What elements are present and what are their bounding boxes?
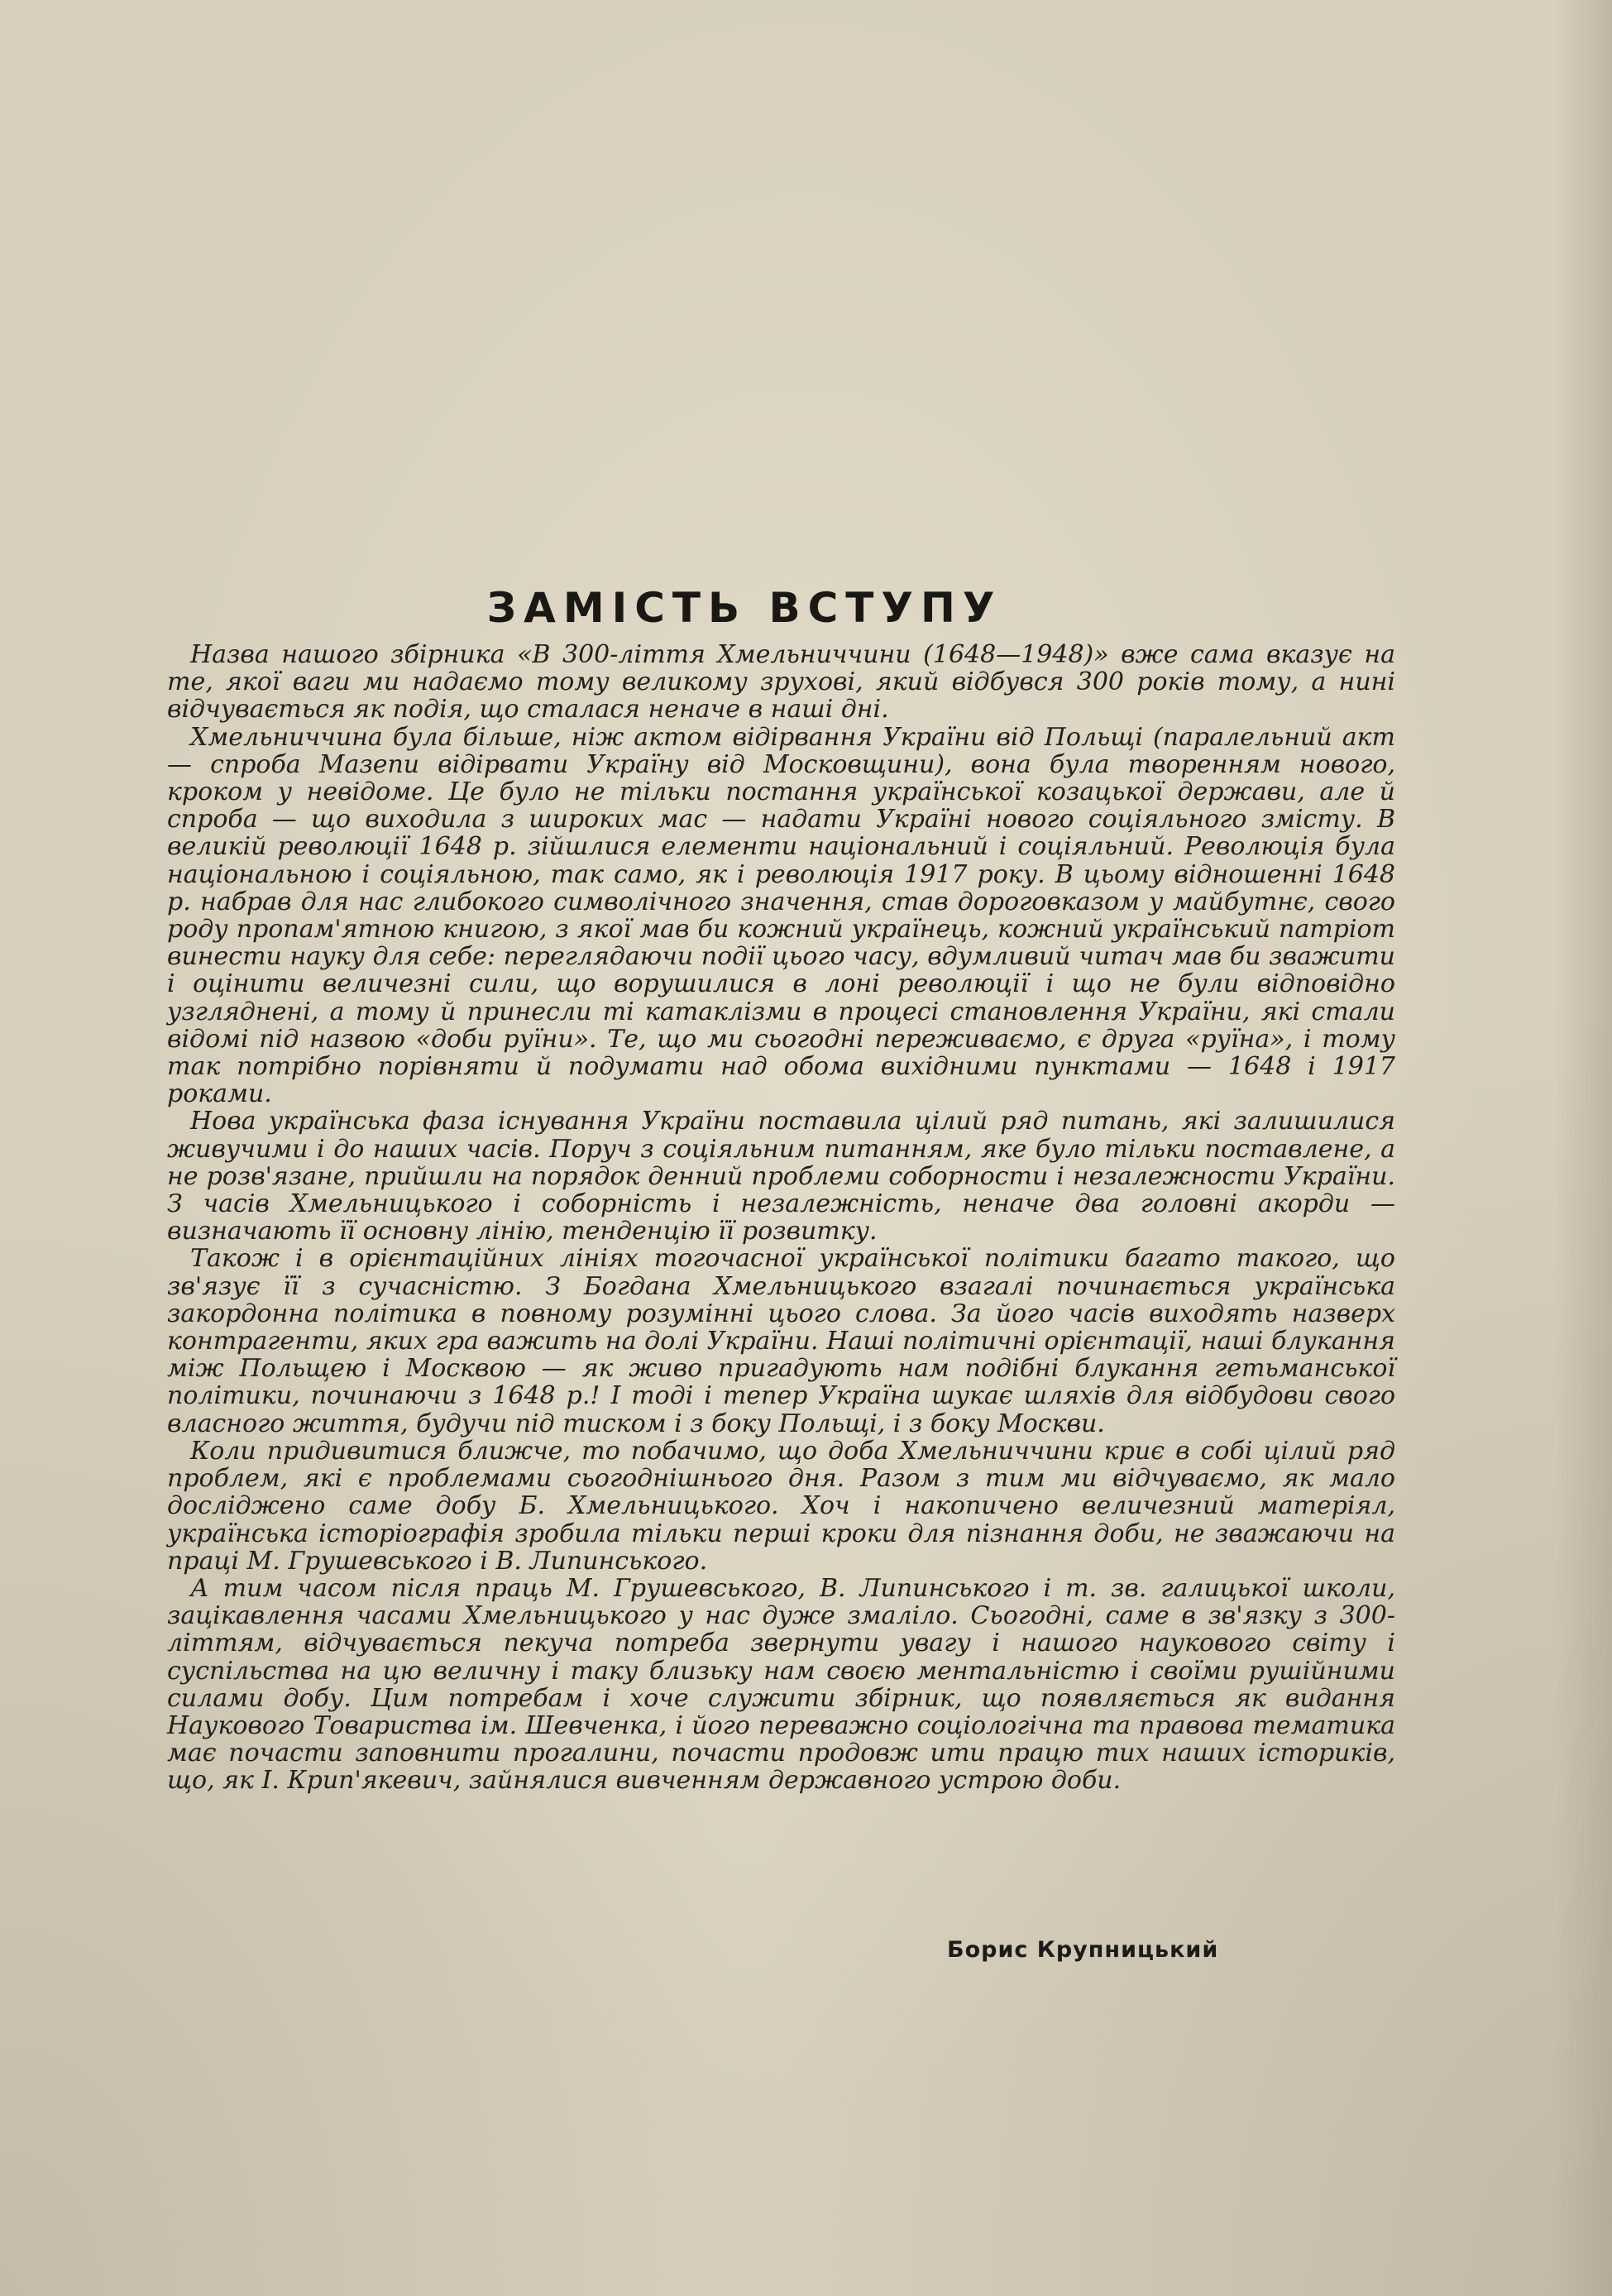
paragraph-6: А тим часом після праць М. Грушевського, В. Липинського і т. зв. галицької школи, зацікавлення часами Хмельницького у нас дуже змаліло. Сьогодні, саме в зв'язку з 300-літтям, відчувається пекуча потреба звернути увагу і нашого наукового світу і суспільства на цю величну і таку близьку нам своєю ментальністю і своїми рушійними силами добу. Цим потребам і хоче служити збірник, що появляється як видання Наукового Товариства ім. Шевченка, і його переважно соціологічна та правова тематика має почасти заповнити прогалини, почасти продовж ити працю тих наших істориків, що, як І. Крип'якевич, зайнялися вивченням державного устрою доби.: [167, 1573, 1395, 1796]
paragraph-1: Назва нашого збірника «В 300-ліття Хмельниччини (1648—1948)» вже сама вказує на те, якої ваги ми надаємо тому великому зрухові, який відбувся 300 років тому, а нині відчувається як подія, що сталася неначе в наші дні.: [167, 640, 1395, 725]
paragraph-5: Коли придивитися ближче, то побачимо, що доба Хмельниччини криє в собі цілий ряд проблем, які є проблемами сьогоднішнього дня. Разом з тим ми відчуваємо, як мало досліджено саме добу Б. Хмельницького. Хоч і накопичено величезний матеріял, українська історіографія зробила тільки перші кроки для пізнання доби, не зважаючи на праці М. Грушевського і В. Липинського.: [167, 1436, 1395, 1576]
paragraph-2: Хмельниччина була більше, ніж актом відірвання України від Польщі (паралельний акт — спроба Мазепи відірвати Україну від Московщини), вона була твоpенням нового, кроком у невідоме. Це було не тільки постання української козацької держави, але й спроба — що виходила з широких мас — надати Україні нового соціяльного змісту. В великій революції 1648 р. зійшлися елементи національний і соціяльний. Революція була національною і соціяльною, так само, як і революція 1917 року. В цьому відношенні 1648 р. набрав для нас глибокого символічного значення, став дороговказом у майбутнє, свого роду пропам'ятною книгою, з якої мав би кожний українець, кожний український патріот винести науку для себе: переглядаючи події цього часу, вдумливий читач мав би зважити і оцінити величезні сили, що ворушилися в лоні революції і що не були відповідно узгляднені, а тому й принесли ті катаклізми в процесі становлення України, які стали відомі під назвою «доби руїни». Те, що ми сьогодні переживаємо, є друга «руїна», і тому так потрібно порівняти й подумати над обома вихідними пунктами — 1648 і 1917 роками.: [167, 722, 1395, 1109]
page-edge-shadow: [1554, 0, 1612, 2296]
body-text: [167, 641, 1395, 1795]
paragraph-3: Нова українська фаза існування України поставила цілий ряд питань, які залишилися живучими і до наших часів. Поруч з соціяльним питанням, яке було тільки поставлене, а не розв'язане, прийшли на порядок денний проблеми соборности і незалежности України. З часів Хмельницького і соборність і незалежність, неначе два головні акорди — визначають її основну лінію, тенденцію її розвитку.: [167, 1107, 1395, 1246]
paragraph-4: Також і в орієнтаційних лініях тогочасної української політики багато такого, що зв'язує її з сучасністю. З Богдана Хмельницького взагалі починається українська закордонна політика в повному розумінні цього слова. За його часів виходять назверх контрагенти, яких гра важить на долі України. Наші політичні орієнтації, наші блукання між Польщею і Москвою — як живо пригадують нам подібні блукання гетьманської політики, починаючи з 1648 р.! І тоді і тепер Україна шукає шляхів для відбудови свого власного життя, будучи під тиском і з боку Польщі, і з боку Москви.: [167, 1244, 1395, 1438]
author-signature: Борис Крупницький: [947, 1937, 1219, 1963]
page-title: ЗАМІСТЬ ВСТУПУ: [486, 583, 1002, 632]
